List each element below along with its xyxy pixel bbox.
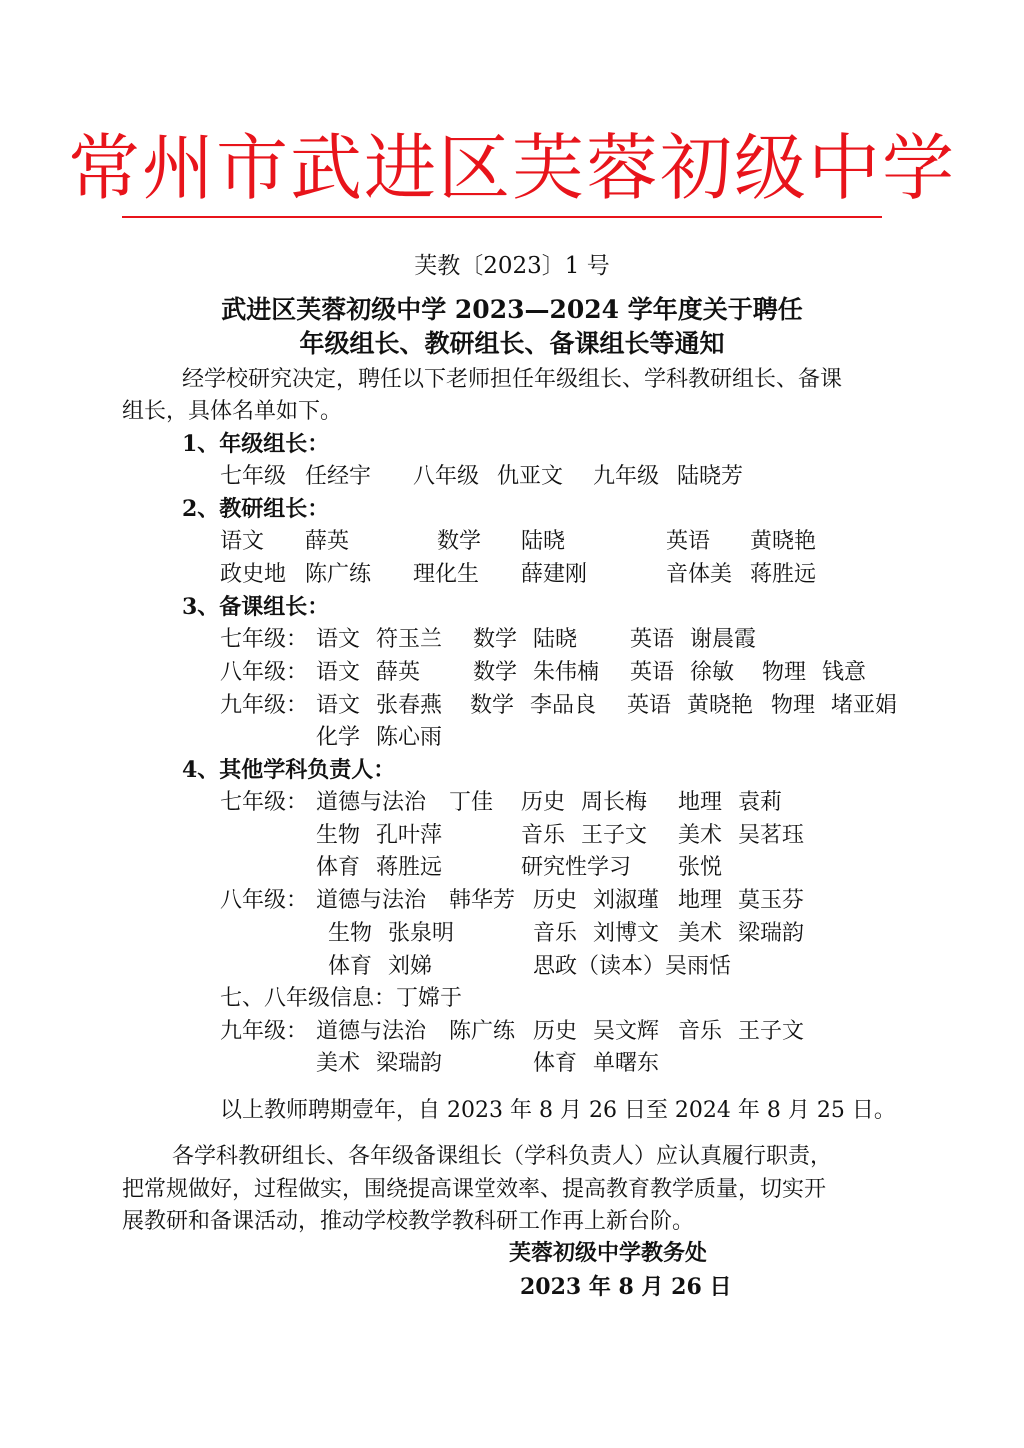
section1-heading: 1、年级组长：: [182, 431, 330, 457]
s4-name: 陈广练: [449, 1019, 516, 1044]
s4-name: 梁瑞韵: [376, 1051, 443, 1076]
closing-line2: 把常规做好，过程做实，围绕提高课堂效率、提高教育教学质量，切实开: [122, 1177, 827, 1202]
s4-subject: 道德与法治: [316, 790, 427, 815]
s4-subject: 研究性学习: [521, 855, 632, 880]
s3-grade-label: 七年级：: [220, 627, 309, 652]
s2-subject: 理化生: [413, 562, 480, 587]
org-title-header: 常州市武进区芙蓉初级中学: [67, 126, 956, 210]
s2-subject: 数学: [437, 529, 482, 554]
section3-heading: 3、备课组长：: [182, 594, 330, 620]
s4-grade-label: 七年级：: [220, 790, 309, 815]
s4-name: 吴文辉: [593, 1019, 660, 1044]
s4-subject: 地理: [678, 888, 723, 913]
s4-subject: 美术: [678, 921, 723, 946]
s4-name: 王子文: [738, 1019, 805, 1044]
issuing-office: 芙蓉初级中学教务处: [509, 1240, 708, 1266]
s2-name: 薛英: [305, 529, 350, 554]
s4-name: 梁瑞韵: [738, 921, 805, 946]
header-divider: [122, 216, 882, 218]
s4-subject: 美术: [316, 1051, 361, 1076]
s4-name: 丁佳: [449, 790, 494, 815]
s3-name: 徐敏: [690, 660, 735, 685]
s4-name: 王子文: [581, 823, 648, 848]
s3-name: 陆晓: [533, 627, 578, 652]
section4-heading: 4、其他学科负责人：: [182, 757, 396, 783]
s3-subject: 英语: [630, 660, 675, 685]
s2-subject: 政史地: [220, 562, 287, 587]
s3-subject: 数学: [473, 627, 518, 652]
s2-name: 薛建刚: [521, 562, 588, 587]
s3-name: 张春燕: [376, 693, 443, 718]
s4-name: 韩华芳: [449, 888, 516, 913]
s3-subject: 英语: [627, 693, 672, 718]
s4-name: 莫玉芬: [738, 888, 805, 913]
s1-grade8-name: 仇亚文: [497, 464, 564, 489]
s3-subject: 数学: [470, 693, 515, 718]
s1-grade9-name: 陆晓芳: [677, 464, 744, 489]
s1-grade7-label: 七年级: [220, 464, 287, 489]
s4-subject: 生物: [328, 921, 373, 946]
s4-subject: 体育: [316, 855, 361, 880]
document-number: 芙教〔2023〕1 号: [414, 253, 610, 279]
s3-subject: 语文: [316, 693, 361, 718]
s4-name: 刘博文: [593, 921, 660, 946]
s1-grade9-label: 九年级: [593, 464, 660, 489]
s4-info-line: 七、八年级信息：丁嫦于: [220, 986, 463, 1011]
s4-subject: 体育: [328, 954, 373, 979]
section2-heading: 2、教研组长：: [182, 496, 330, 522]
s4-subject-name: 思政（读本）吴雨恬: [533, 954, 732, 979]
s1-grade8-label: 八年级: [413, 464, 480, 489]
s3-subject: 化学: [316, 725, 361, 750]
s1-grade7-name: 任经宇: [305, 464, 372, 489]
s3-name: 堵亚娟: [831, 693, 898, 718]
s2-subject: 语文: [220, 529, 265, 554]
s3-subject: 语文: [316, 660, 361, 685]
s4-name: 张悦: [678, 855, 723, 880]
s4-name: 单曙东: [593, 1051, 660, 1076]
s3-subject: 语文: [316, 627, 361, 652]
s4-subject: 音乐: [678, 1019, 723, 1044]
s4-name: 刘娣: [388, 954, 433, 979]
s4-subject: 历史: [521, 790, 566, 815]
s4-grade-label: 八年级：: [220, 888, 309, 913]
s2-name: 陆晓: [521, 529, 566, 554]
intro-line2: 组长，具体名单如下。: [122, 399, 343, 424]
notice-title-line1: 武进区芙蓉初级中学 2023—2024 学年度关于聘任: [221, 295, 803, 324]
closing-line3: 展教研和备课活动，推动学校教学教科研工作再上新台阶。: [122, 1209, 695, 1234]
issue-date: 2023 年 8 月 26 日: [520, 1274, 732, 1300]
s4-subject: 历史: [533, 1019, 578, 1044]
s3-name: 符玉兰: [376, 627, 443, 652]
intro-line1: 经学校研究决定，聘任以下老师担任年级组长、学科教研组长、备课: [182, 367, 843, 392]
s4-subject: 体育: [533, 1051, 578, 1076]
s3-subject: 英语: [630, 627, 675, 652]
s4-subject: 道德与法治: [316, 888, 427, 913]
s4-name: 吴茗珏: [738, 823, 805, 848]
closing-line1: 各学科教研组长、各年级备课组长（学科负责人）应认真履行职责，: [172, 1144, 833, 1169]
s4-name: 蒋胜远: [376, 855, 443, 880]
s3-name: 薛英: [376, 660, 421, 685]
s4-subject: 音乐: [533, 921, 578, 946]
s2-name: 陈广练: [305, 562, 372, 587]
s2-name: 黄晓艳: [750, 529, 817, 554]
s2-name: 蒋胜远: [750, 562, 817, 587]
s3-grade-label: 九年级：: [220, 693, 309, 718]
s3-name: 谢晨霞: [690, 627, 757, 652]
s4-name: 孔叶萍: [376, 823, 443, 848]
s3-subject: 物理: [762, 660, 807, 685]
s4-name: 袁莉: [738, 790, 783, 815]
s3-name: 李品良: [530, 693, 597, 718]
s3-name: 朱伟楠: [533, 660, 600, 685]
notice-title-line2: 年级组长、教研组长、备课组长等通知: [299, 329, 725, 358]
s3-grade-label: 八年级：: [220, 660, 309, 685]
s2-subject: 音体美: [666, 562, 733, 587]
s4-subject: 美术: [678, 823, 723, 848]
s4-subject: 音乐: [521, 823, 566, 848]
s3-name: 陈心雨: [376, 725, 443, 750]
s4-subject: 生物: [316, 823, 361, 848]
s2-subject: 英语: [666, 529, 711, 554]
s4-subject: 道德与法治: [316, 1019, 427, 1044]
s4-name: 张泉明: [388, 921, 455, 946]
s3-name: 黄晓艳: [687, 693, 754, 718]
s3-name: 钱意: [822, 660, 867, 685]
s4-grade-label: 九年级：: [220, 1019, 309, 1044]
s3-subject: 物理: [771, 693, 816, 718]
s4-name: 周长梅: [581, 790, 648, 815]
s4-subject: 历史: [533, 888, 578, 913]
s3-subject: 数学: [473, 660, 518, 685]
s4-name: 刘淑瑾: [593, 888, 660, 913]
s4-subject: 地理: [678, 790, 723, 815]
appointment-term: 以上教师聘期壹年，自 2023 年 8 月 26 日至 2024 年 8 月 25 日。: [220, 1098, 896, 1123]
